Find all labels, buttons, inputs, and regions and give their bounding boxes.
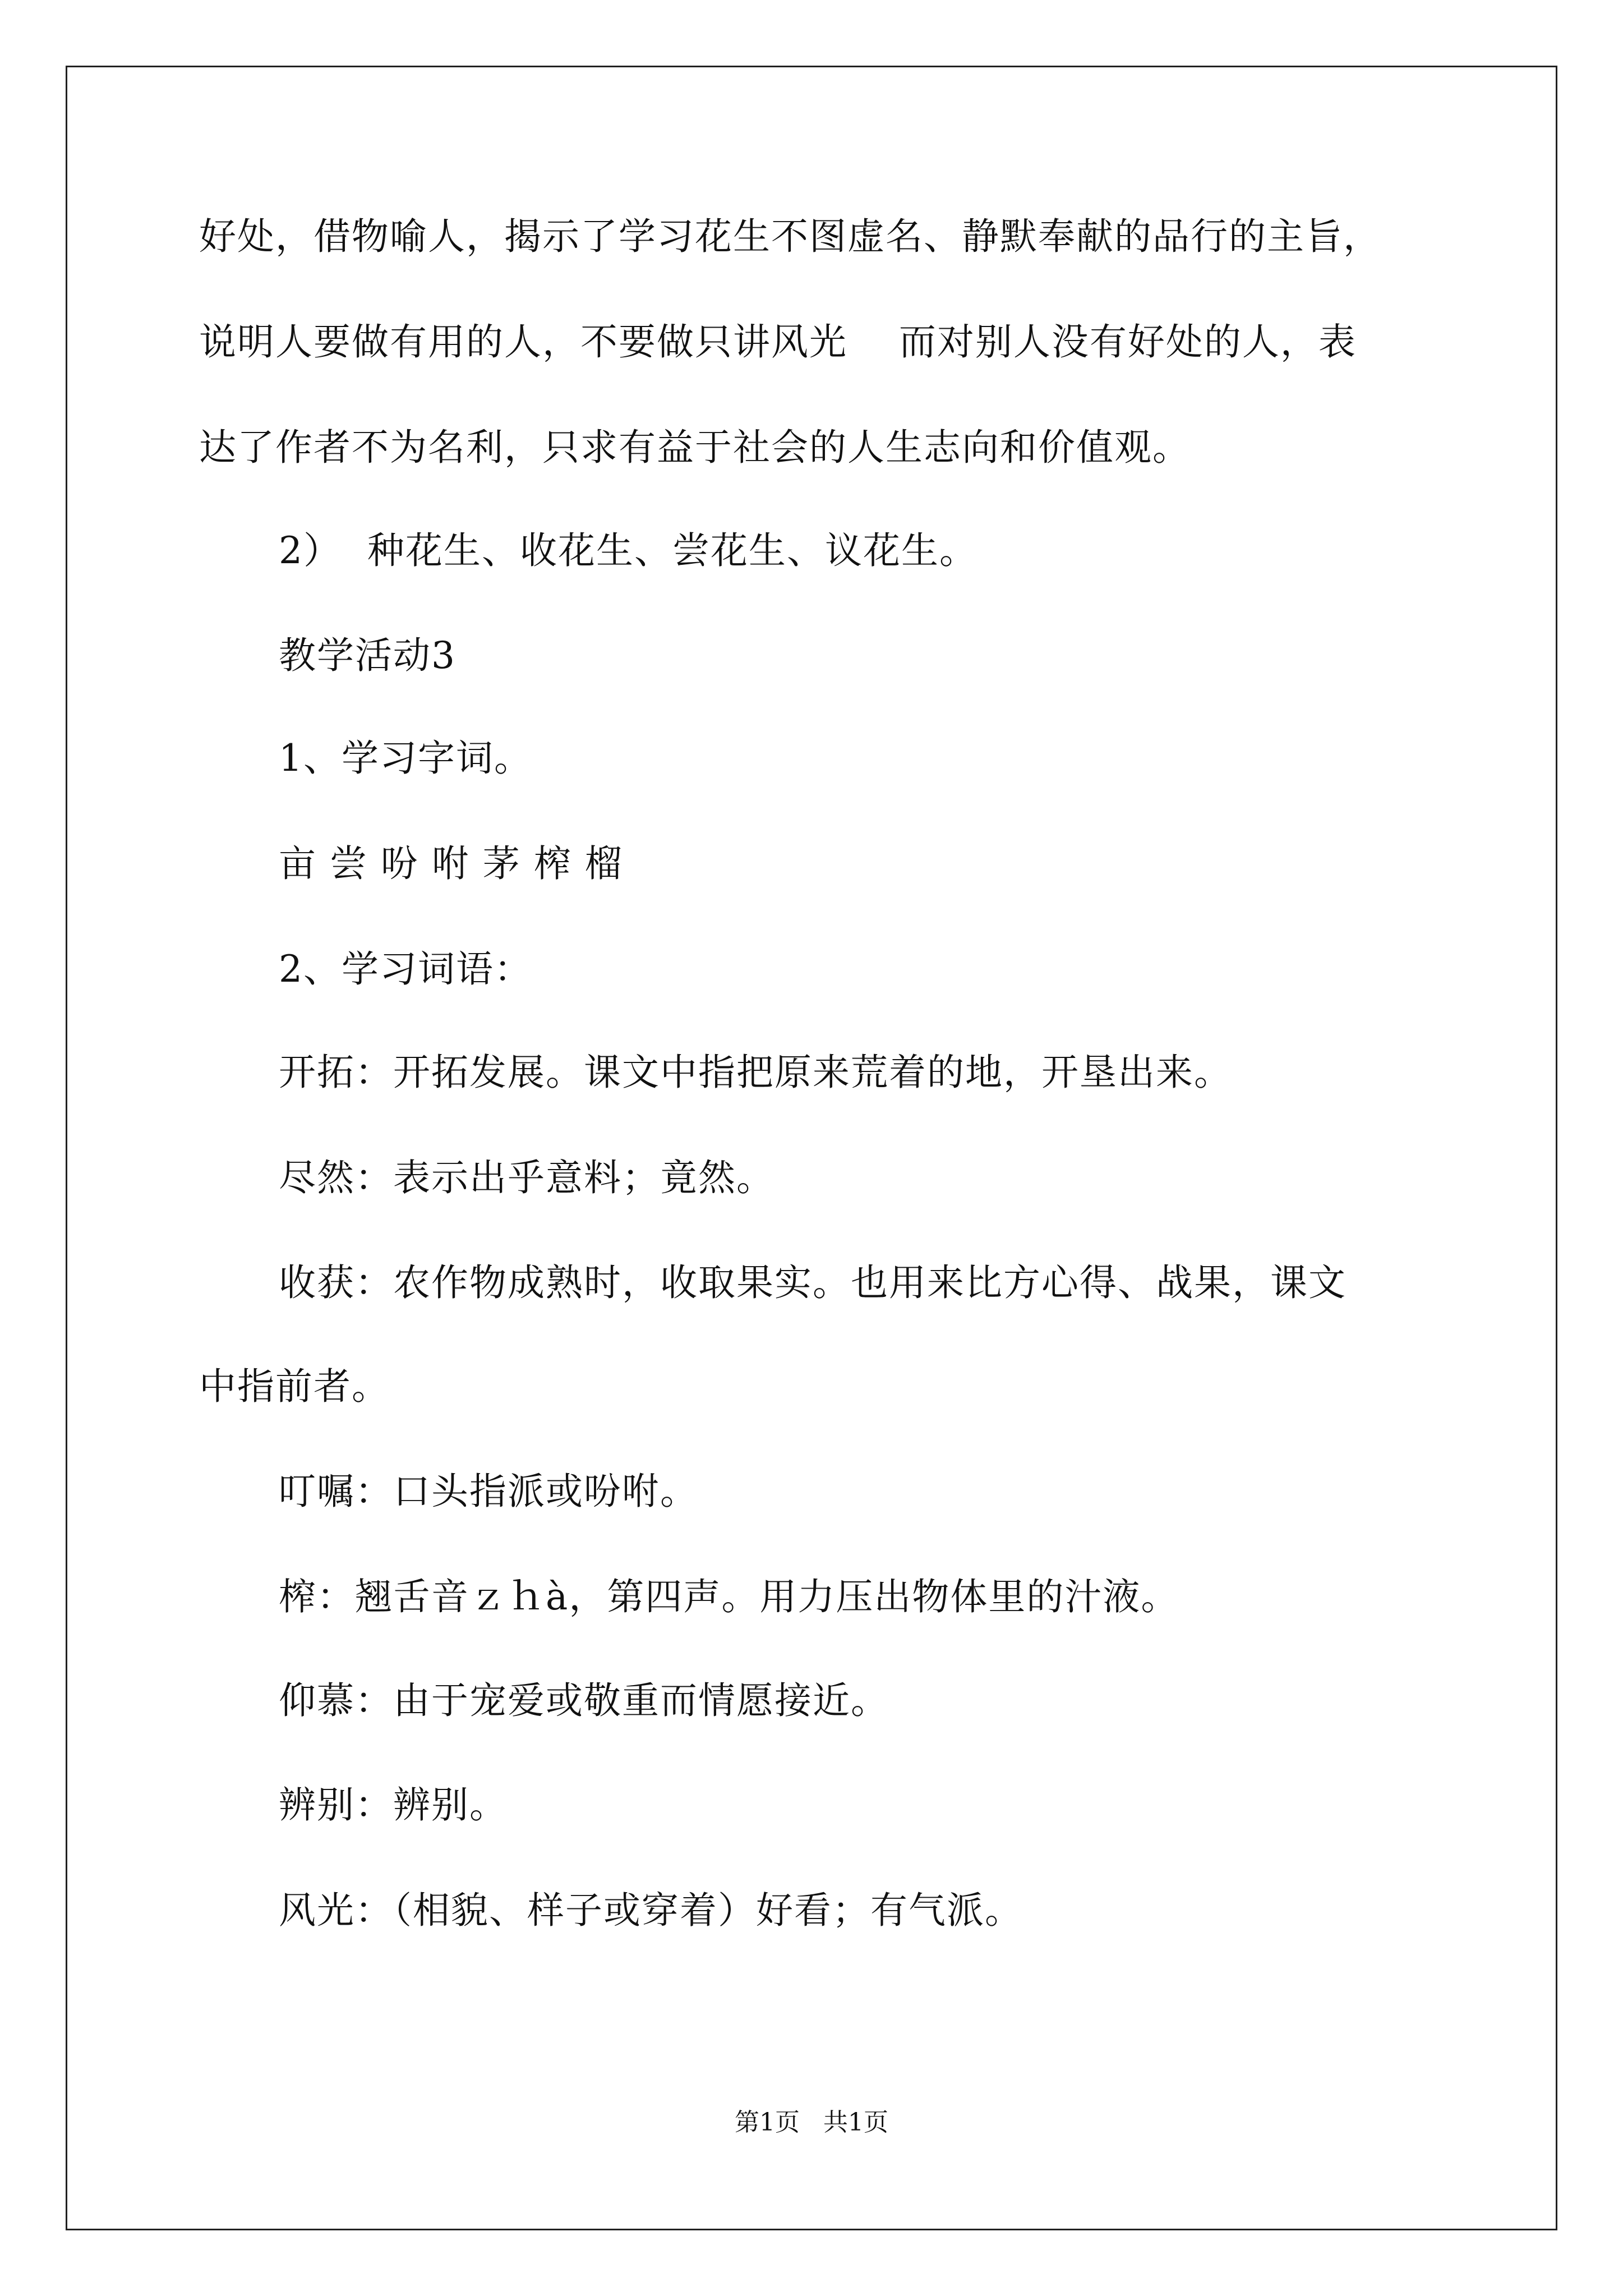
character-list: 亩 尝 吩 咐 茅 榨 榴 xyxy=(279,842,623,885)
vocab-entry: 收获：农作物成熟时，收取果实。也用来比方心得、战果，课文 xyxy=(279,1261,1347,1304)
vocab-entry: 辨别：辨别。 xyxy=(279,1783,508,1826)
paragraph-line: 2） 种花生、收花生、尝花生、议花生。 xyxy=(279,529,978,572)
paragraph-line: 1、学习字词。 xyxy=(279,737,532,780)
vocab-entry: 榨：翘舌音ｚｈà，第四声。用力压出物体里的汁液。 xyxy=(279,1575,1179,1618)
paragraph-line: 好处，借物喻人，揭示了学习花生不图虚名、静默奉献的品行的主旨， xyxy=(199,215,1381,258)
vocab-entry: 开拓：开拓发展。课文中指把原来荒着的地，开垦出来。 xyxy=(279,1051,1232,1094)
vocab-entry: 仰慕：由于宠爱或敬重而情愿接近。 xyxy=(279,1679,889,1722)
vocab-entry: 尽然：表示出乎意料；竟然。 xyxy=(279,1156,774,1199)
vocab-entry: 风光：（相貌、样子或穿着）好看；有气派。 xyxy=(279,1889,1023,1932)
paragraph-line: 说明人要做有用的人，不要做只讲风光 而对别人没有好处的人，表 xyxy=(199,320,1357,364)
paragraph-line: 达了作者不为名利，只求有益于社会的人生志向和价值观。 xyxy=(199,426,1191,469)
section-heading: 教学活动3 xyxy=(279,634,456,677)
paragraph-line: 中指前者。 xyxy=(199,1365,390,1408)
page-number: 第1页 共1页 xyxy=(735,2108,888,2137)
paragraph-line: 2、学习词语： xyxy=(279,947,532,991)
vocab-entry: 叮嘱：口头指派或吩咐。 xyxy=(279,1470,698,1513)
